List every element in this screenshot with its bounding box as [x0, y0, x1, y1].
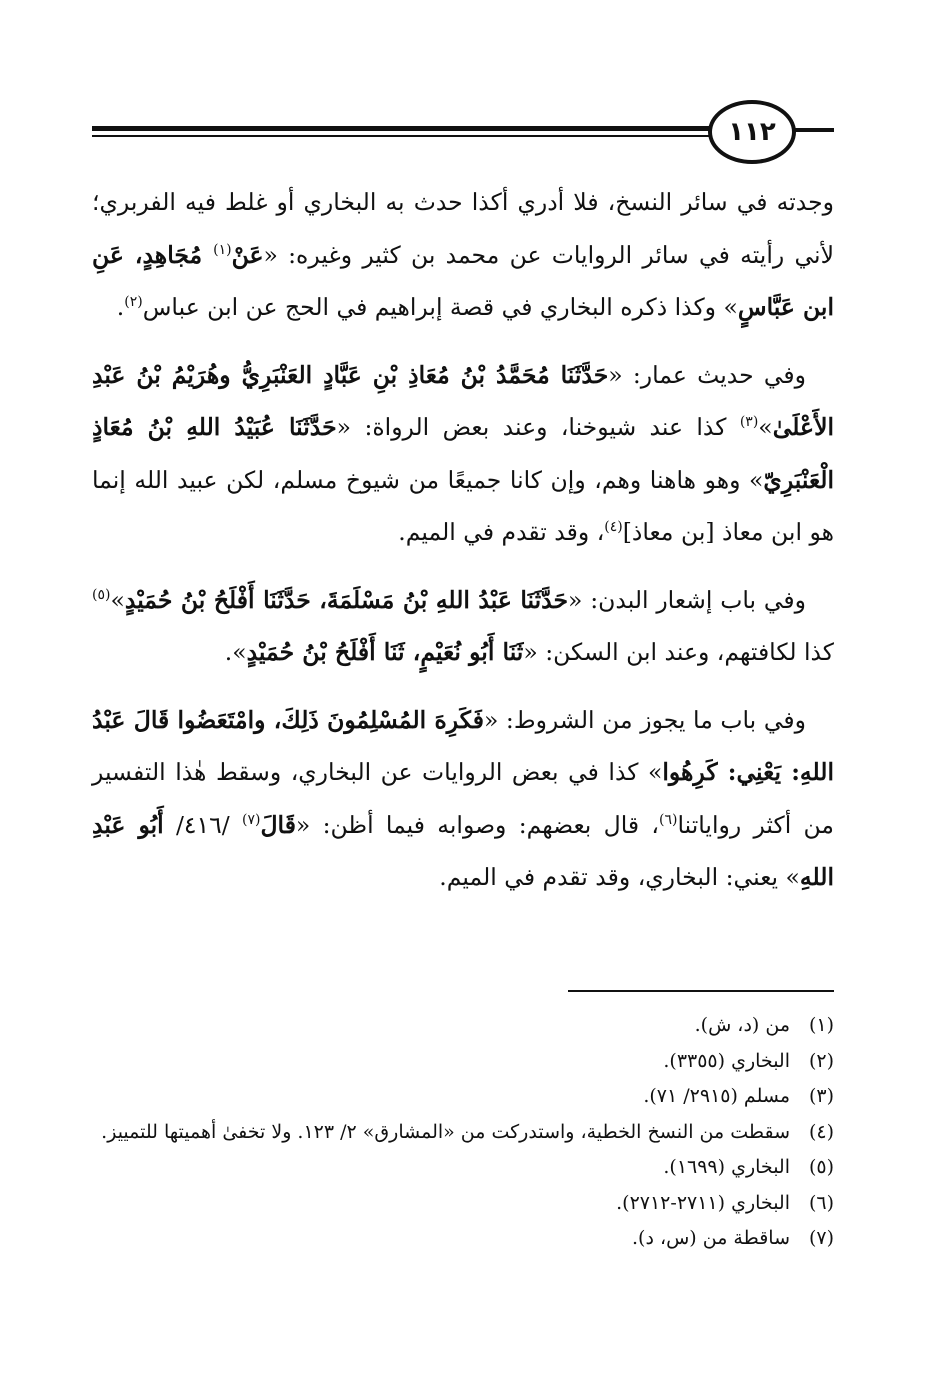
paragraph-text: » كذا في بعض الروايات عن البخاري، وسقط هٰذا التفسير من أكثر رواياتنا: [92, 758, 835, 839]
paragraph: [92, 349, 834, 559]
quoted-hadith-text: قَالَ: [260, 810, 296, 839]
paragraph-text: » وكذا ذكره البخاري في قصة إبراهيم في الحج عن ابن عباس: [142, 293, 738, 321]
paragraph: [92, 574, 834, 679]
paragraph-text: ، قال بعضهم: وصوابه فيما أظن: «: [295, 810, 659, 839]
footnote-item: [92, 1115, 834, 1151]
footnote-item: [92, 1044, 834, 1080]
footnote-number: (١): [808, 1014, 834, 1036]
paragraph: [92, 176, 834, 334]
footnote-text: البخاري (٢٧١١-٢٧١٢).: [616, 1191, 790, 1214]
header-rule-thick: [92, 126, 710, 131]
footnote-item: [92, 1186, 834, 1222]
quoted-hadith-text: حَدَّثَنَا عُبَيْدُ اللهِ بْنُ مُعَاذٍ الْعَنْبَرِيّ: [92, 413, 834, 494]
paragraph-text: وفي حديث عمار: «: [608, 360, 807, 389]
footnote-text: ساقطة من (س، د).: [632, 1227, 790, 1249]
header-rule-thin: [92, 135, 710, 137]
footnote-marker: (١): [213, 241, 232, 258]
quoted-hadith-text: ثَنَا أَبُو نُعَيْمٍ، ثَنَا أَفْلَحُ بْنُ حُمَيْدٍ: [246, 638, 524, 666]
paragraph-text: كذا لكافتهم، وعند ابن السكن: «: [523, 638, 834, 666]
footnotes-list: [92, 1008, 834, 1257]
quoted-hadith-text: أَبُو عَبْدِ اللهِ: [92, 810, 834, 891]
paragraph-text: » يعني: البخاري، وقد تقدم في الميم.: [439, 863, 800, 891]
quoted-hadith-text: حَدَّثَنَا عَبْدُ اللهِ بْنُ مَسْلَمَةَ، حَدَّثَنَا أَفْلَحُ بْنُ حُمَيْدٍ: [124, 585, 569, 614]
footnote-number: (٤): [808, 1120, 834, 1143]
paragraph-text: ».: [224, 638, 247, 666]
footnote-marker: (٦): [658, 811, 678, 828]
footnote-number: (٧): [808, 1227, 834, 1249]
footnote-separator: [568, 990, 834, 992]
footnote-number: (٢): [808, 1049, 834, 1072]
footnote-item: [92, 1079, 834, 1115]
footnote-item: [92, 1008, 834, 1044]
footnote-marker: (٤): [604, 519, 623, 536]
paragraph-text: »: [110, 585, 125, 614]
paragraph-text: وفي باب إشعار البدن: «: [568, 585, 806, 614]
footnote-item: [92, 1221, 834, 1257]
footnote-number: (٣): [808, 1085, 834, 1107]
footnote-item: [92, 1150, 834, 1186]
header-rule-right: [794, 128, 834, 132]
page-header: [92, 100, 834, 162]
paragraph-text: » وهو هاهنا وهم، وإن كانا جميعًا من شيوخ مسلم، لكن عبيد الله إنما هو ابن معاذ [بن معاذ]: [92, 465, 834, 546]
paragraph: [92, 694, 834, 904]
paragraph-text: ، وقد تقدم في الميم.: [398, 518, 605, 546]
page-number: ١١٢: [708, 100, 796, 164]
footnote-marker: (٥): [92, 586, 111, 603]
quoted-hadith-text: مُجَاهِدٍ، عَنِ ابن عَبَّاسٍ: [92, 240, 834, 321]
paragraph-text: »: [758, 413, 773, 441]
footnote-number: (٥): [808, 1156, 834, 1178]
footnote-marker: (٧): [241, 811, 261, 828]
paragraph-text: وفي باب ما يجوز من الشروط: «: [483, 705, 806, 734]
footnote-text: البخاري (٣٣٥٥).: [663, 1049, 790, 1072]
footnote-marker: (٢): [124, 294, 143, 311]
footnote-text: مسلم (٢٩١٥/ ٧١).: [643, 1085, 790, 1107]
quoted-hadith-text: فَكَرِهَ المُسْلِمُونَ ذَلِكَ، وامْتَعَضُوا قَالَ عَبْدُ اللهِ: يَعْنِي: كَرِهُوا: [92, 705, 834, 786]
quoted-hadith-text: عَنْ: [231, 240, 264, 269]
footnote-marker: (٣): [739, 414, 759, 431]
footnote-number: (٦): [808, 1191, 834, 1214]
main-text: [92, 176, 834, 919]
footnote-text: البخاري (١٦٩٩).: [663, 1156, 790, 1178]
paragraph-text: .: [116, 293, 125, 321]
paragraph-text: وجدته في سائر النسخ، فلا أدري أكذا حدث به البخاري أو غلط فيه الفربري؛ لأني رأيته في سائر الروايات عن محمد بن كثير وغيره: «: [92, 188, 834, 269]
footnote-text: من (د، ش).: [694, 1014, 790, 1036]
footnote-text: سقطت من النسخ الخطية، واستدركت من «المشارق» ٢/ ١٢٣. ولا تخفىٰ أهميتها للتمييز.: [101, 1120, 790, 1143]
quoted-hadith-text: حَدَّثَنَا مُحَمَّدُ بْنُ مُعَاذِ بْنِ عَبَّادٍ العَنْبَرِيُّ وهُرَيْمُ بْنُ عَبْدِ الأَعْلَىٰ: [92, 360, 835, 441]
paragraph-text: /٤١٦/: [163, 810, 242, 839]
paragraph-text: كذا عند شيوخنا، وعند بعض الرواة: «: [336, 413, 740, 441]
